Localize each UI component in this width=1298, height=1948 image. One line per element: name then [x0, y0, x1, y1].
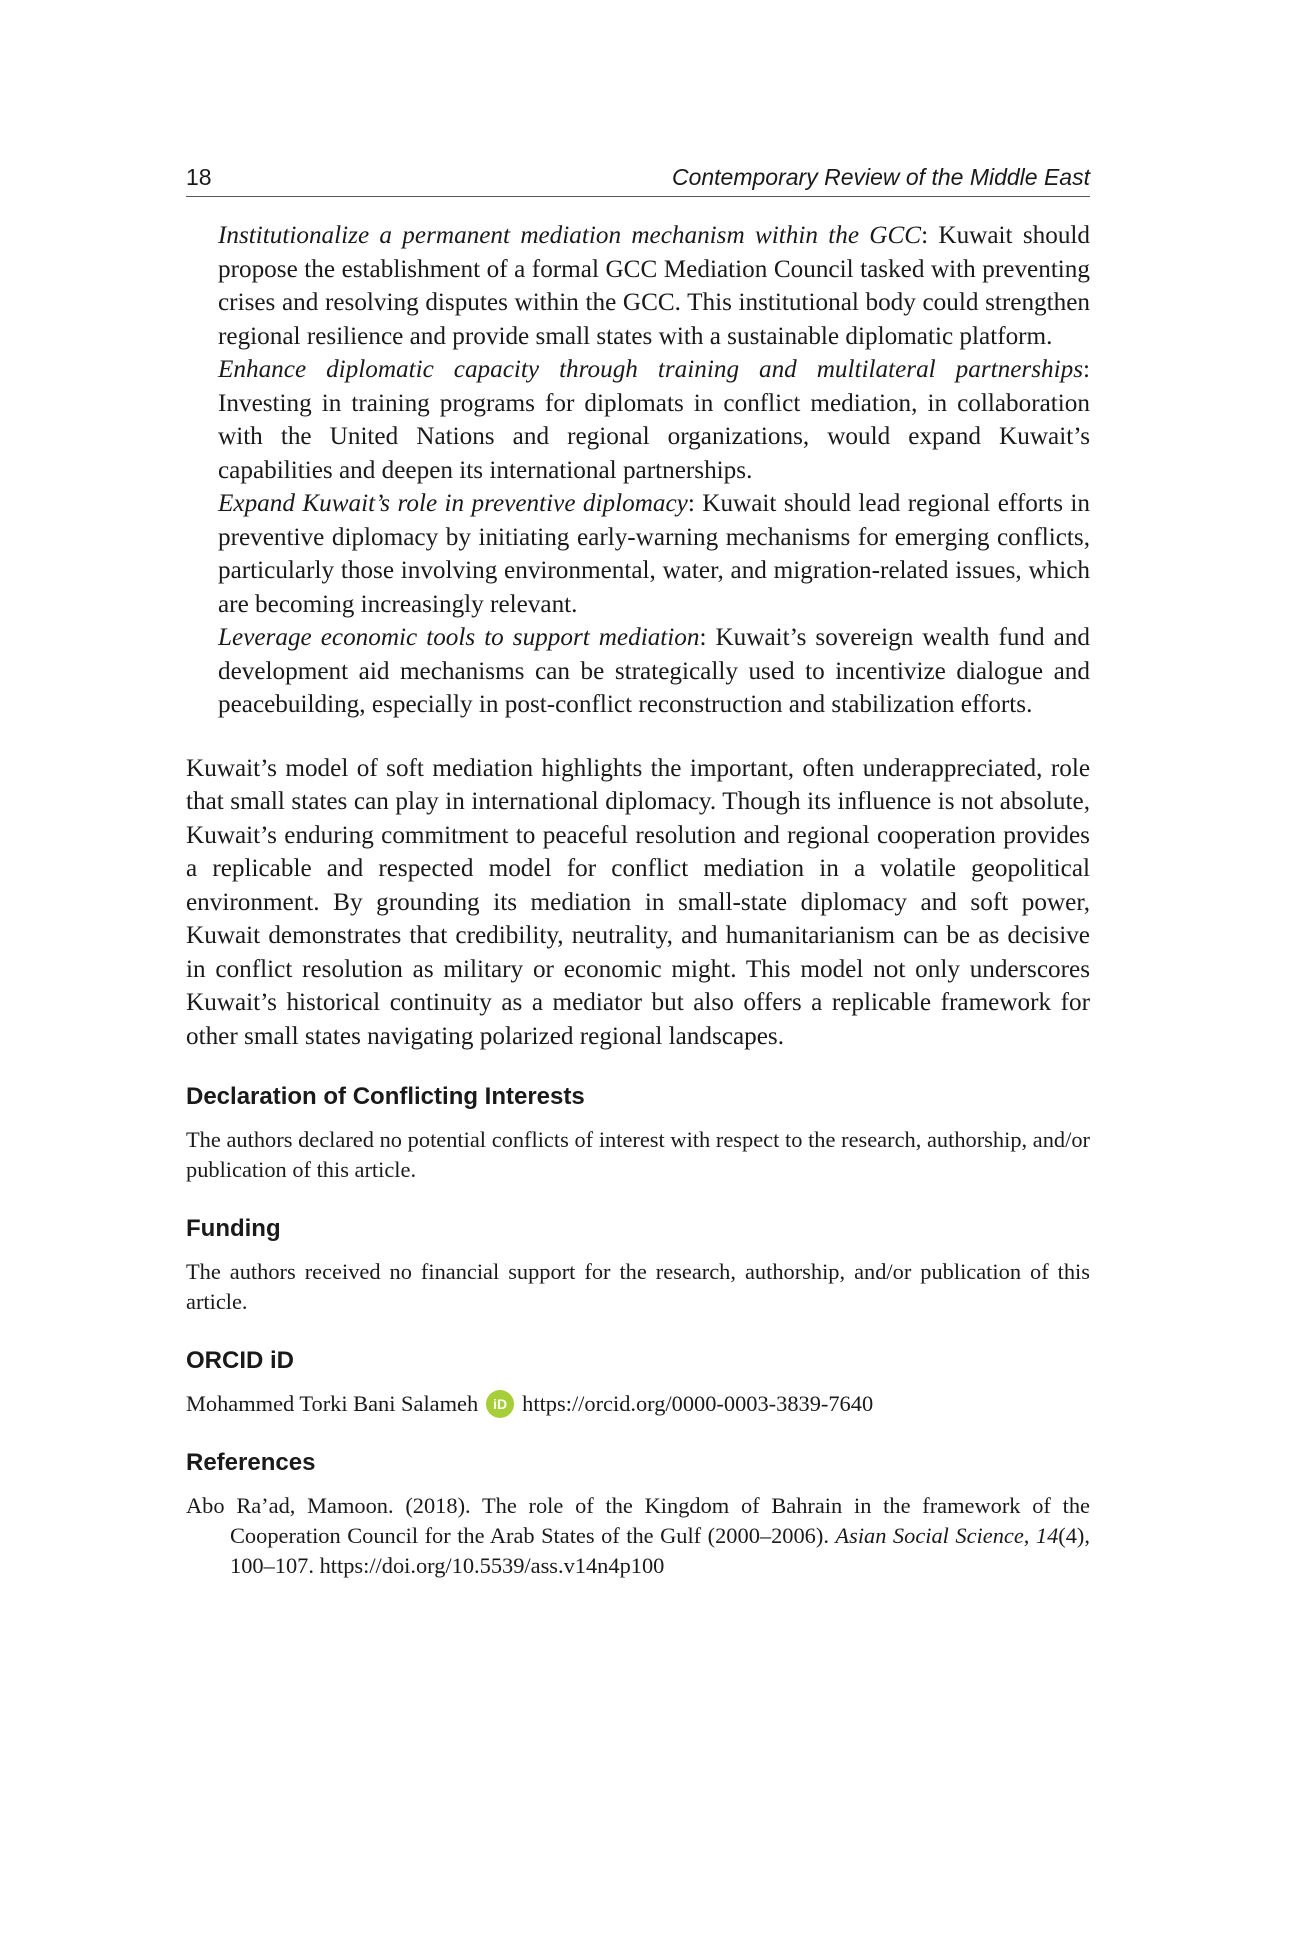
funding-text: The authors received no financial support for the research, authorship, and/or publication of this article.	[186, 1259, 1090, 1314]
recommendation-lead: Enhance diplomatic capacity through training and multilateral partnerships	[218, 356, 1083, 383]
funding-heading: Funding	[186, 1215, 281, 1242]
declaration-section	[186, 1083, 1090, 1185]
recommendation-item	[218, 621, 1090, 722]
orcid-section	[186, 1347, 1090, 1419]
declaration-text: The authors declared no potential conflicts of interest with respect to the research, authorship, and/or publication of this article.	[186, 1127, 1090, 1182]
recommendation-item	[218, 353, 1090, 487]
article-page	[186, 164, 1090, 1581]
reference-item	[186, 1491, 1090, 1581]
recommendation-lead: Leverage economic tools to support mediation	[218, 624, 700, 651]
references-section	[186, 1449, 1090, 1581]
conclusion-section	[186, 752, 1090, 1054]
reference-tail[interactable]: (4), 100–107. https://doi.org/10.5539/ass.v14n4p100	[230, 1523, 1090, 1578]
declaration-heading: Declaration of Conflicting Interests	[186, 1083, 585, 1110]
orcid-icon[interactable]: iD	[486, 1390, 514, 1418]
running-header	[186, 164, 1090, 197]
conclusion-paragraph: Kuwait’s model of soft mediation highlights the important, often underappreciated, role that small states can play in international diplomacy. Though its influence is not absolute, Kuwait’s enduring commitment to peaceful resolution and regional cooperation provides a replicable and respected model for conflict mediation in a volatile geopolitical environment. By grounding its mediation in small-state diplomacy and soft power, Kuwait demonstrates that credibility, neutrality, and humanitarianism can be as decisive in conflict resolution as military or economic might. This model not only underscores Kuwait’s historical continuity as a mediator but also offers a replicable framework for other small states navigating polarized regional landscapes.	[186, 754, 1090, 1050]
recommendation-lead: Expand Kuwait’s role in preventive diplomacy	[218, 490, 688, 517]
recommendation-text: : Kuwait’s sovereign wealth fund and development aid mechanisms can be strategically used to incentivize dialogue and peacebuilding, especially in post-conflict reconstruction and stabilization efforts.	[218, 624, 1090, 718]
recommendation-lead: Institutionalize a permanent mediation mechanism within the GCC	[218, 222, 922, 249]
orcid-heading: ORCID iD	[186, 1347, 294, 1374]
funding-section	[186, 1215, 1090, 1317]
reference-main: Abo Ra’ad, Mamoon. (2018). The role of the Kingdom of Bahrain in the framework of the Cooperation Council for the Arab States of the Gulf (2000–2006).	[186, 1493, 1090, 1548]
recommendation-text: : Investing in training programs for diplomats in conflict mediation, in collaboration with the United Nations and regional organizations, would expand Kuwait’s capabilities and deepen its international partnerships.	[218, 356, 1090, 484]
page-number: 18	[186, 164, 212, 190]
recommendation-text: : Kuwait should propose the establishment of a formal GCC Mediation Council tasked with preventing crises and resolving disputes within the GCC. This institutional body could strengthen regional resilience and provide small states with a sustainable diplomatic platform.	[218, 222, 1090, 350]
journal-title: Contemporary Review of the Middle East	[671, 164, 1090, 190]
orcid-author: Mohammed Torki Bani Salameh	[186, 1391, 479, 1416]
orcid-link[interactable]: https://orcid.org/0000-0003-3839-7640	[522, 1391, 874, 1416]
recommendation-item	[218, 487, 1090, 621]
reference-volume: 14	[1035, 1523, 1059, 1548]
references-heading: References	[186, 1449, 316, 1476]
recommendation-text: : Kuwait should lead regional efforts in preventive diplomacy by initiating early-warning mechanisms for emerging conflicts, particularly those involving environmental, water, and migration-related issues, which are becoming increasingly relevant.	[218, 490, 1090, 618]
recommendation-item	[218, 219, 1090, 353]
recommendations-list	[186, 219, 1090, 722]
orcid-entry	[186, 1389, 1090, 1419]
reference-sep: ,	[1023, 1523, 1036, 1548]
reference-journal: Asian Social Science	[835, 1523, 1024, 1548]
